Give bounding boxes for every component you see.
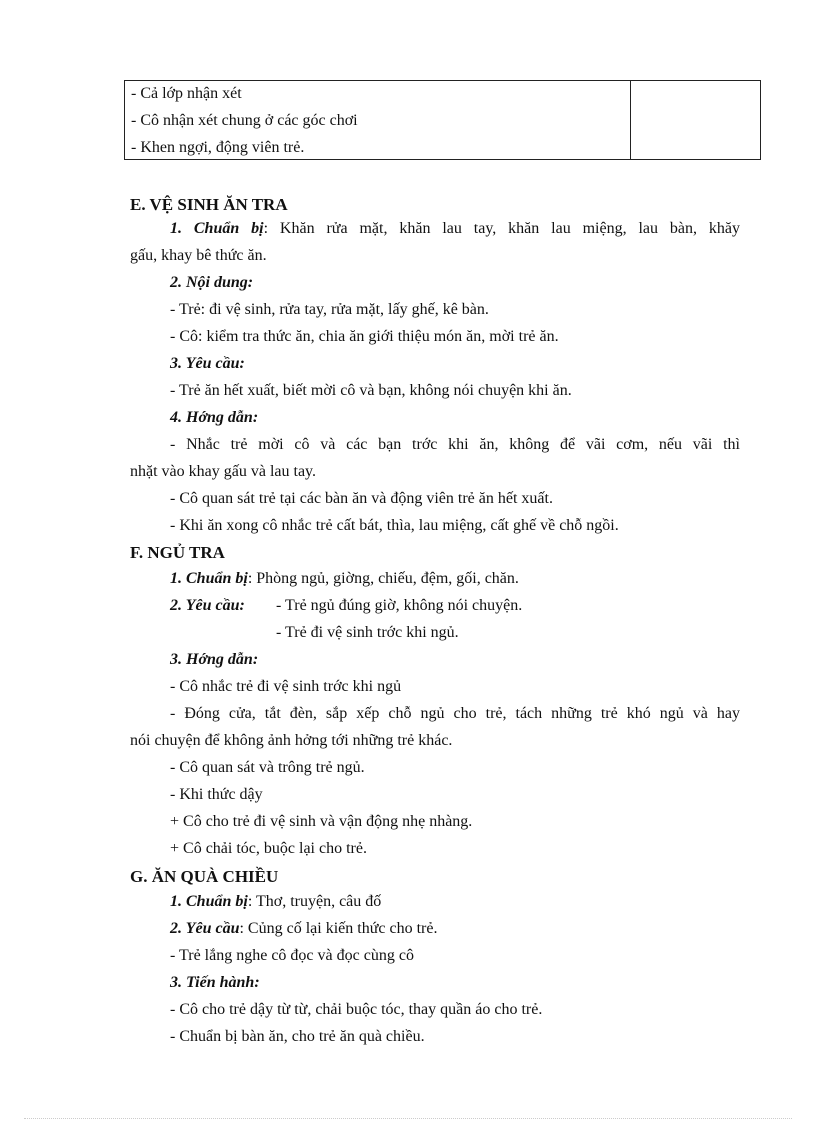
section-g-title: G. ĂN QUÀ CHIỀU [130,867,279,886]
section-f-prep [170,567,519,591]
table-column-divider [630,81,631,159]
section-e-prep-label: 1. Chuẩn bị [170,220,264,237]
table-row: - Khen ngợi, động viên trẻ. [131,139,305,156]
section-f-guide-label: 3. Hớng dẫn: [170,651,259,668]
section-g-req-label: 2. Yêu cầu [170,920,240,937]
section-e-req-text: - Trẻ ăn hết xuất, biết mời cô và bạn, không nói chuyện khi ăn. [170,382,572,399]
section-g-prep [170,890,381,914]
section-g-req-2: - Trẻ lắng nghe cô đọc và đọc cùng cô [170,947,414,964]
section-f-guide-4: - Khi thức dậy [170,786,263,803]
section-e-guide-1a: - Nhắc trẻ mời cô và các bạn trớc khi ăn, không để vãi cơm, nếu vãi thì [170,436,740,453]
section-e-guide-2: - Cô quan sát trẻ tại các bàn ăn và động viên trẻ ăn hết xuất. [170,490,553,507]
section-g-req-text: : Củng cố lại kiến thức cho trẻ. [239,920,438,937]
section-f-guide-2a: - Đóng cửa, tắt đèn, sắp xếp chỗ ngủ cho trẻ, tách những trẻ khó ngủ và hay [170,705,740,722]
section-f-req-text-1: - Trẻ ngủ đúng giờ, không nói chuyện. [276,597,523,614]
section-e-guide-label: 4. Hớng dẫn: [170,409,259,426]
page-bottom-border [24,1118,792,1119]
activity-table [124,80,761,160]
section-e-guide-3: - Khi ăn xong cô nhắc trẻ cất bát, thìa, lau miệng, cất ghế về chỗ ngồi. [170,517,619,534]
section-g-req [170,917,437,941]
section-e-guide-1b: nhặt vào khay gấu và lau tay. [130,463,317,480]
section-f-prep-text: : Phòng ngủ, giờng, chiếu, đệm, gối, chăn. [247,570,519,587]
list-item: - Cô: kiểm tra thức ăn, chia ăn giới thiệu món ăn, mời trẻ ăn. [170,328,559,345]
section-f-title: F. NGỦ TRA [130,543,225,562]
table-row: - Cả lớp nhận xét [131,85,242,102]
section-f-guide-5: + Cô cho trẻ đi vệ sinh và vận động nhẹ nhàng. [170,813,473,830]
section-f-guide-6: + Cô chải tóc, buộc lại cho trẻ. [170,840,367,857]
section-g-proc-label: 3. Tiến hành: [170,974,260,991]
section-e-prep [170,217,740,241]
section-f-prep-label: 1. Chuẩn bị [170,570,248,587]
table-row: - Cô nhận xét chung ở các góc chơi [131,112,358,129]
section-e-prep-cont: gấu, khay bê thức ăn. [130,247,267,264]
section-g-prep-text: : Thơ, truyện, câu đố [247,893,382,910]
section-g-proc-2: - Chuẩn bị bàn ăn, cho trẻ ăn quà chiều. [170,1028,425,1045]
section-g-proc-1: - Cô cho trẻ dậy từ từ, chải buộc tóc, thay quần áo cho trẻ. [170,1001,543,1018]
section-f-guide-1: - Cô nhắc trẻ đi vệ sinh trớc khi ngủ [170,678,402,695]
section-e-title: E. VỆ SINH ĂN TRA [130,195,288,214]
section-e-req-label: 3. Yêu cầu: [170,355,245,372]
section-f-guide-3: - Cô quan sát và trông trẻ ngủ. [170,759,365,776]
section-f-req-label: 2. Yêu cầu: [170,597,245,614]
section-e-prep-text: : Khăn rửa mặt, khăn lau tay, khăn lau miệng, lau bàn, khăy [263,220,740,237]
section-g-prep-label: 1. Chuẩn bị [170,893,248,910]
list-item: - Trẻ: đi vệ sinh, rửa tay, rửa mặt, lấy ghế, kê bàn. [170,301,489,318]
section-e-content-label: 2. Nội dung: [170,274,254,291]
section-f-req-text-2: - Trẻ đi vệ sinh trớc khi ngủ. [276,624,459,641]
section-f-guide-2b: nói chuyện để không ảnh hởng tới những trẻ khác. [130,732,453,749]
